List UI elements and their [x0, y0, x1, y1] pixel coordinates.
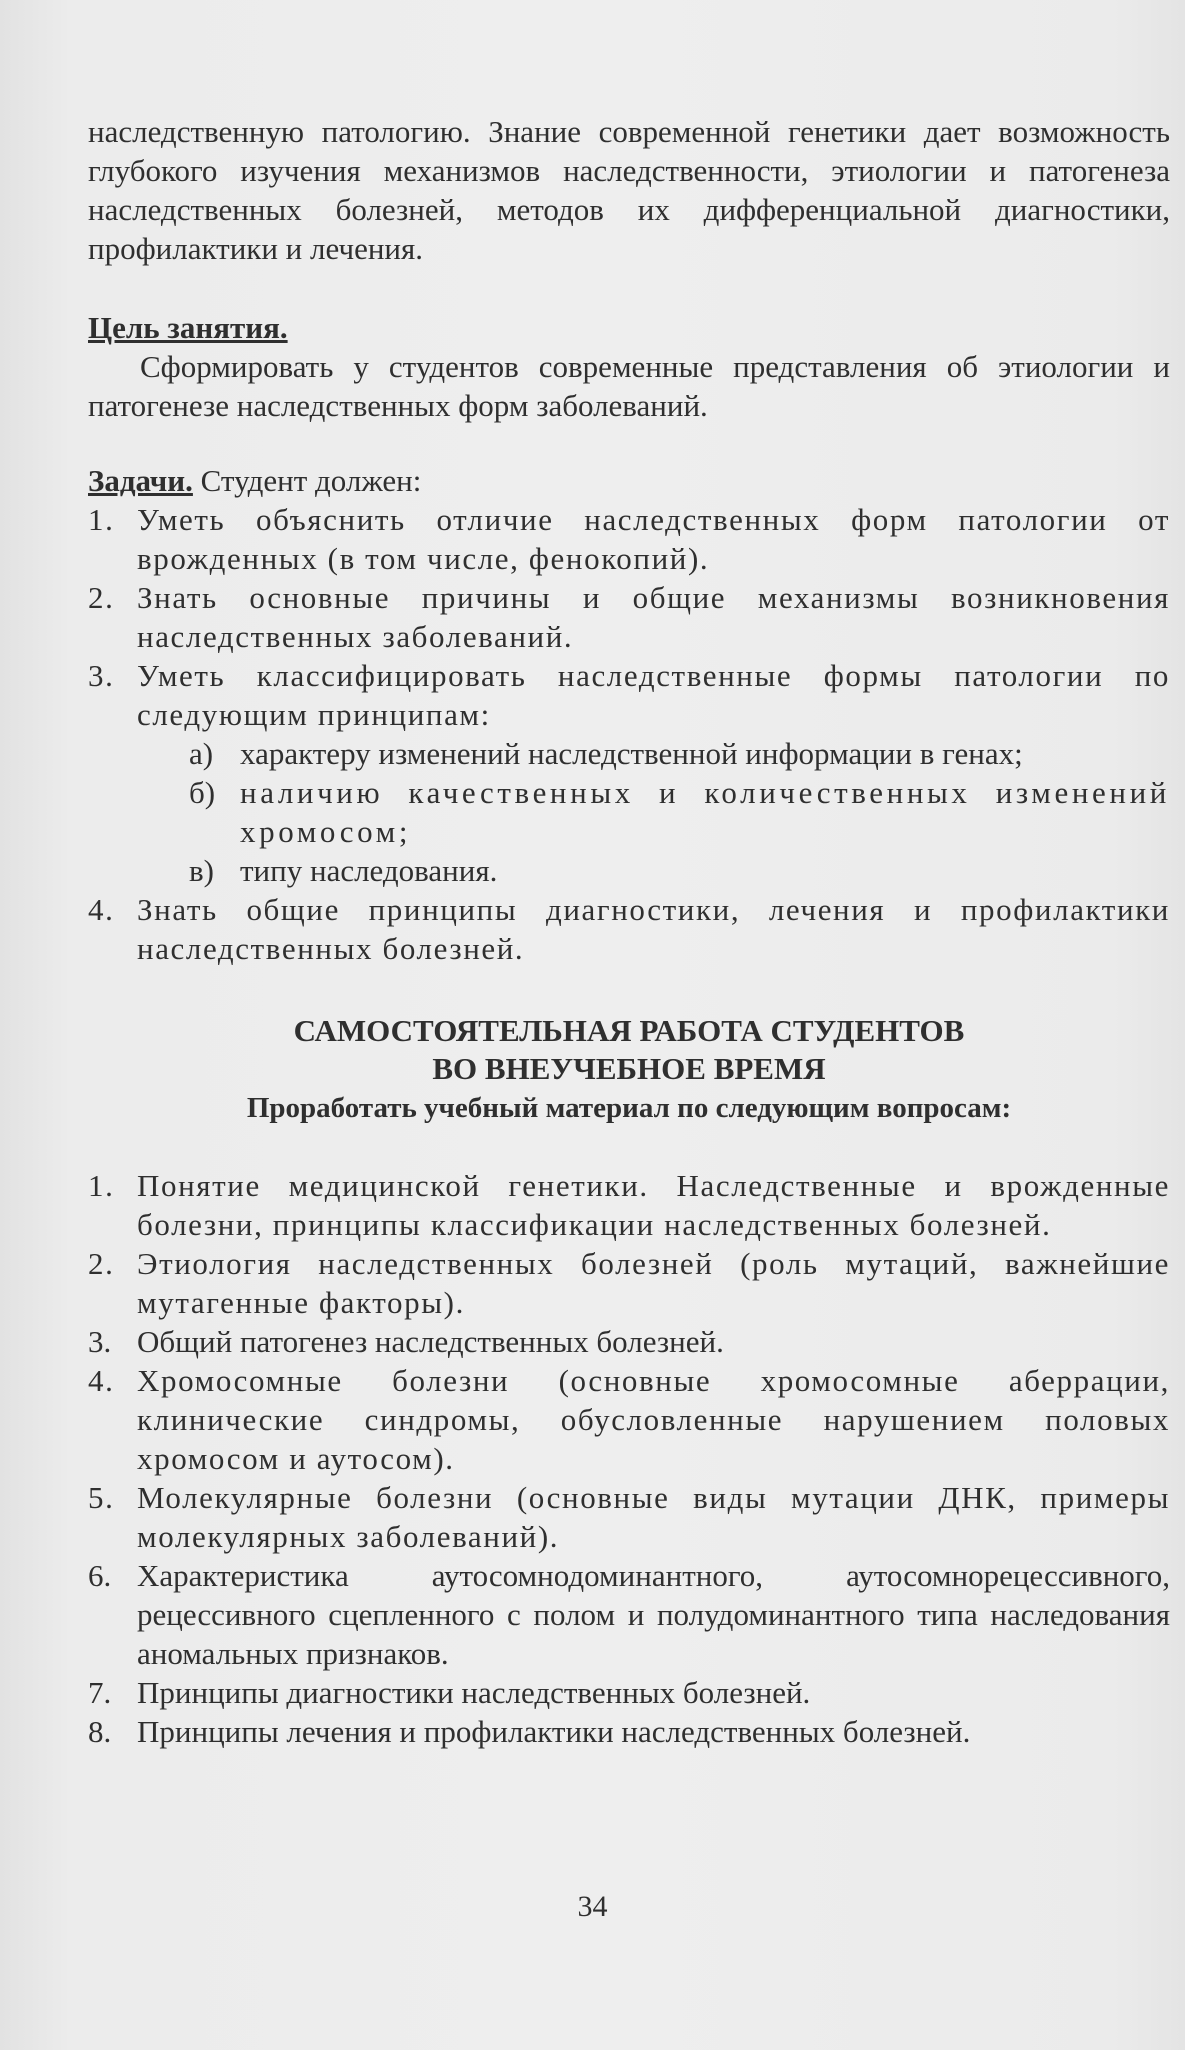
- list-item-number: 7.: [88, 1675, 112, 1710]
- section-title-line1: САМОСТОЯТЕЛЬНАЯ РАБОТА СТУДЕНТОВ: [293, 1013, 965, 1048]
- list-item: [88, 1322, 1170, 1361]
- intro-paragraph: наследственную патологию. Знание современной генетики дает возможность глубокого изучения механизмов наследственности, этиологии и патогенеза наследственных болезней, методов их дифференциальной диагностики, профилактики и лечения.: [88, 114, 1170, 266]
- list-item-number: 5.: [88, 1480, 115, 1515]
- list-item: [88, 1478, 1170, 1556]
- sublist-item-label: а): [189, 736, 214, 771]
- tasks-list: [88, 500, 1170, 968]
- list-item-text: Принципы диагностики наследственных болезней.: [137, 1675, 811, 1710]
- list-item-number: 2.: [88, 580, 115, 615]
- self-study-list: [88, 1166, 1170, 1751]
- goal-heading-label: Цель занятия.: [88, 310, 288, 345]
- list-item: [88, 1361, 1170, 1478]
- list-item-number: 2.: [88, 1246, 115, 1281]
- goal-heading: [88, 308, 1170, 347]
- page-number: 34: [577, 1890, 608, 1923]
- tasks-heading: [88, 461, 1170, 500]
- sublist-item: [137, 734, 1170, 773]
- list-item-number: 4.: [88, 892, 115, 927]
- sublist-item-text: характеру изменений наследственной информации в генах;: [240, 736, 1023, 771]
- tasks-sublist: [137, 734, 1170, 890]
- sublist-item-label: в): [189, 853, 214, 888]
- list-item-text: Молекулярные болезни (основные виды мутации ДНК, примеры молекулярных заболеваний).: [137, 1480, 1170, 1554]
- list-item: [88, 890, 1170, 968]
- list-item: [88, 1673, 1170, 1712]
- list-item-text: Понятие медицинской генетики. Наследственные и врожденные болезни, принципы классификации наследственных болезней.: [137, 1168, 1170, 1242]
- list-item-number: 1.: [88, 502, 115, 537]
- sublist-item: [137, 851, 1170, 890]
- sublist-item: [137, 773, 1170, 851]
- list-item: [88, 500, 1170, 578]
- list-item-number: 8.: [88, 1714, 112, 1749]
- page-content: [88, 112, 1170, 1751]
- list-item-text: Принципы лечения и профилактики наследственных болезней.: [137, 1714, 971, 1749]
- list-item-text: Характеристика аутосомнодоминантного, аутосомнорецессивного, рецессивного сцепленного с полом и полудоминантного типа наследования аномальных признаков.: [137, 1558, 1170, 1671]
- list-item-text: Этиология наследственных болезней (роль мутаций, важнейшие мутагенные факторы).: [137, 1246, 1170, 1320]
- list-item-number: 1.: [88, 1168, 115, 1203]
- section-title-line2: ВО ВНЕУЧЕБНОЕ ВРЕМЯ: [432, 1051, 826, 1086]
- list-item-number: 4.: [88, 1363, 115, 1398]
- list-item: [88, 578, 1170, 656]
- tasks-lead: Студент должен:: [192, 463, 422, 498]
- sublist-item-text: наличию качественных и количественных изменений хромосом;: [240, 775, 1170, 849]
- list-item: [88, 1712, 1170, 1751]
- list-item-number: 3.: [88, 658, 115, 693]
- tasks-heading-label: Задачи.: [88, 463, 193, 498]
- list-item: [88, 1244, 1170, 1322]
- list-item: [88, 1166, 1170, 1244]
- section-subtitle: Проработать учебный материал по следующим вопросам:: [246, 1092, 1012, 1124]
- list-item-text: Знать основные причины и общие механизмы возникновения наследственных заболеваний.: [137, 580, 1170, 654]
- list-item-text: Знать общие принципы диагностики, лечения и профилактики наследственных болезней.: [137, 892, 1170, 966]
- list-item-text: Хромосомные болезни (основные хромосомные аберрации, клинические синдромы, обусловленные нарушением половых хромосом и аутосом).: [137, 1363, 1170, 1476]
- sublist-item-text: типу наследования.: [240, 853, 498, 888]
- list-item-text: Общий патогенез наследственных болезней.: [137, 1324, 724, 1359]
- list-item-text: Уметь классифицировать наследственные формы патологии по следующим принципам:: [137, 658, 1170, 732]
- goal-text: Сформировать у студентов современные представления об этиологии и патогенезе наследственных форм заболеваний.: [88, 349, 1170, 423]
- list-item-number: 3.: [88, 1324, 112, 1359]
- list-item-text: Уметь объяснить отличие наследственных форм патологии от врожденных (в том числе, фенокопий).: [137, 502, 1170, 576]
- list-item: [88, 656, 1170, 890]
- list-item: [88, 1556, 1170, 1673]
- sublist-item-label: б): [189, 775, 216, 810]
- list-item-number: 6.: [88, 1558, 112, 1593]
